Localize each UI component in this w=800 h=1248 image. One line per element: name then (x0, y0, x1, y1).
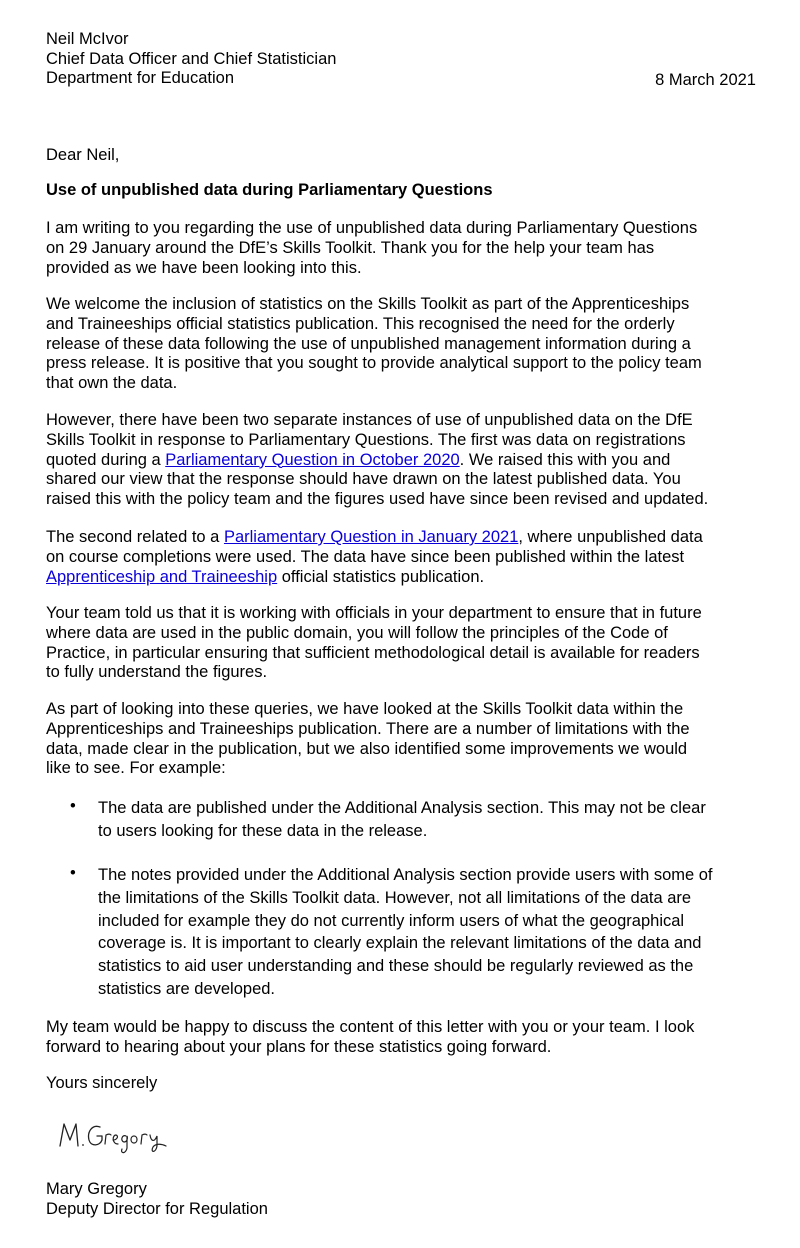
valediction: Yours sincerely (46, 1074, 158, 1092)
signatory-name: Mary Gregory (46, 1180, 147, 1198)
paragraph-7 (46, 1018, 758, 1058)
bullet-text (98, 864, 758, 1001)
text-line: and Traineeships official statistics publication. This recognised the need for the orderly (46, 314, 675, 333)
text-line: I am writing to you regarding the use of unpublished data during Parliamentary Questions (46, 219, 698, 237)
recipient-title: Chief Data Officer and Chief Statistician (46, 49, 337, 68)
pq-october-2020-link[interactable]: Parliamentary Question in October 2020 (165, 450, 460, 469)
paragraph-1 (46, 219, 758, 278)
paragraph-3 (46, 411, 758, 510)
text-line: data, made clear in the publication, but we also identified some improvements we would (46, 739, 688, 758)
subject-line: Use of unpublished data during Parliamentary Questions (46, 181, 493, 199)
text-line: coverage is. It is important to clearly explain the relevant limitations of the data and (98, 934, 702, 953)
text-segment: . We raised this with you and (459, 450, 671, 469)
text-line (46, 568, 758, 588)
text-line: like to see. For example: (46, 759, 226, 778)
text-line: statistics to aid user understanding and these should be regularly reviewed as the (98, 957, 694, 976)
text-line: provided as we have been looking into this. (46, 258, 362, 277)
text-line: My team would be happy to discuss the content of this letter with you or your team. I look (46, 1018, 695, 1036)
text-line: Practice, in particular ensuring that sufficient methodological detail is available for readers (46, 643, 700, 662)
text-line: to users looking for these data in the release. (98, 821, 428, 840)
paragraph-4 (46, 528, 758, 587)
text-line: to fully understand the figures. (46, 663, 268, 682)
text-line: on course completions were used. The data have since been published within the latest (46, 547, 685, 566)
text-line: shared our view that the response should have drawn on the latest published data. You (46, 470, 681, 489)
text-line: release of these data following the use of unpublished management information during a (46, 334, 691, 353)
salutation: Dear Neil, (46, 146, 120, 164)
pq-january-2021-link[interactable]: Parliamentary Question in January 2021 (223, 528, 519, 546)
signatory-title: Deputy Director for Regulation (46, 1199, 268, 1218)
text-line: However, there have been two separate instances of use of unpublished data on the DfE (46, 411, 693, 429)
text-line: where data are used in the public domain, you will follow the principles of the Code of (46, 623, 668, 642)
text-line: the limitations of the Skills Toolkit data. However, not all limitations of the data are (98, 888, 692, 907)
text-line: statistics are developed. (98, 979, 276, 998)
text-line: raised this with the policy team and the figures used have since been revised and updated. (46, 490, 709, 509)
letter-date: 8 March 2021 (655, 71, 756, 89)
text-line (46, 451, 758, 471)
text-segment: The second related to a (46, 528, 224, 546)
handwritten-signature (56, 1116, 171, 1156)
text-segment: , where unpublished data (518, 528, 703, 546)
text-line: included for example they do not currently inform users of what the geographical (98, 911, 685, 930)
bullet-marker: • (70, 797, 76, 815)
text-segment: official statistics publication. (277, 567, 485, 586)
text-line: The notes provided under the Additional Analysis section provide users with some of (98, 866, 713, 884)
signatory (46, 1180, 268, 1219)
recipient-department: Department for Education (46, 69, 235, 87)
text-line: Skills Toolkit in response to Parliamentary Questions. The first was data on registrations (46, 430, 686, 449)
text-line: We welcome the inclusion of statistics on the Skills Toolkit as part of the Apprenticeships (46, 295, 690, 313)
bullet-text (98, 797, 758, 843)
text-line: that own the data. (46, 374, 178, 393)
text-line: As part of looking into these queries, we have looked at the Skills Toolkit data within the (46, 700, 684, 718)
text-line: forward to hearing about your plans for these statistics going forward. (46, 1037, 552, 1056)
apprenticeship-traineeship-link[interactable]: Apprenticeship and Traineeship (46, 567, 278, 586)
text-line: Your team told us that it is working with officials in your department to ensure that in future (46, 604, 702, 622)
text-segment: quoted during a (46, 450, 166, 469)
text-line: Apprenticeships and Traineeships publication. There are a number of limitations with the (46, 719, 690, 738)
paragraph-2 (46, 295, 758, 394)
text-line: press release. It is positive that you sought to provide analytical support to the policy team (46, 354, 702, 373)
paragraph-6 (46, 700, 758, 779)
bullet-marker: • (70, 864, 76, 882)
recipient-name: Neil McIvor (46, 30, 129, 48)
text-line (46, 528, 758, 548)
text-line: on 29 January around the DfE’s Skills Toolkit. Thank you for the help your team has (46, 238, 655, 257)
paragraph-5 (46, 604, 758, 683)
text-line: The data are published under the Additional Analysis section. This may not be clear (98, 799, 706, 817)
recipient-address (46, 30, 336, 89)
